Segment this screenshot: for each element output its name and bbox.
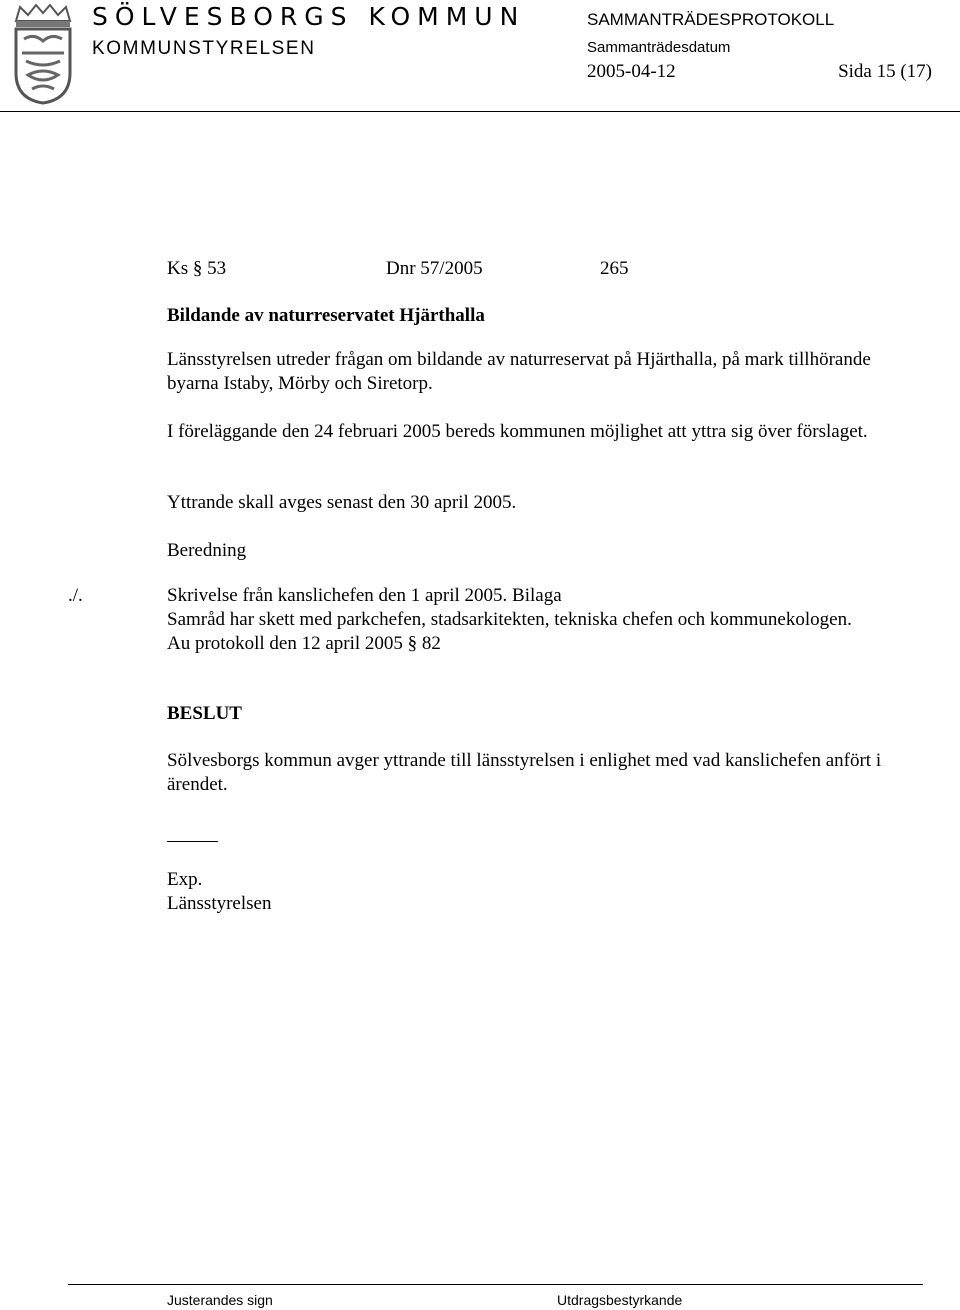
expedition-divider [167, 841, 218, 842]
beredning-line-3: Au protokoll den 12 april 2005 § 82 [167, 633, 441, 654]
attachment-mark: ./. [68, 585, 83, 606]
case-paragraph-2: I föreläggande den 24 februari 2005 bereds kommunen möjlighet att yttra sig över förslaget. [167, 421, 868, 442]
case-paragraph-1: Länsstyrelsen utreder frågan om bildande av naturreservat på Hjärthalla, på mark tillhörande byarna Istaby, Mörby och Siretorp. [167, 349, 871, 394]
page-number: Sida 15 (17) [838, 61, 932, 82]
beslut-heading: BESLUT [167, 703, 242, 724]
diary-number: Dnr 57/2005 [386, 258, 483, 279]
case-number: Ks § 53 [167, 258, 227, 279]
beslut-text: Sölvesborgs kommun avger yttrande till länsstyrelsen i enlighet med vad kanslichefen anfört i ärendet. [167, 750, 882, 795]
expedition-recipient: Länsstyrelsen [167, 893, 272, 914]
meeting-date: 2005-04-12 [587, 61, 676, 82]
beredning-heading: Beredning [167, 540, 247, 561]
beredning-line-2: Samråd har skett med parkchefen, stadsarkitekten, tekniska chefen och kommunekologen. [167, 609, 852, 630]
municipal-coat-of-arms-icon [10, 3, 76, 105]
extract-certification-label: Utdragsbestyrkande [557, 1292, 683, 1308]
signature-label: Justerandes sign [167, 1292, 273, 1308]
expedition-label: Exp. [167, 869, 203, 890]
header-divider [0, 111, 960, 112]
document-type: SAMMANTRÄDESPROTOKOLL [587, 10, 835, 29]
case-paragraph-3: Yttrande skall avges senast den 30 april 2005. [167, 492, 517, 513]
meeting-date-label: Sammanträdesdatum [587, 39, 731, 56]
board-name: KOMMUNSTYRELSEN [92, 38, 316, 59]
case-code: 265 [600, 258, 629, 279]
municipality-name: SÖLVESBORGS KOMMUN [92, 2, 526, 31]
case-title: Bildande av naturreservatet Hjärthalla [167, 305, 485, 326]
footer-divider [68, 1284, 923, 1285]
beredning-line-1: Skrivelse från kanslichefen den 1 april 2005. Bilaga [167, 585, 562, 606]
